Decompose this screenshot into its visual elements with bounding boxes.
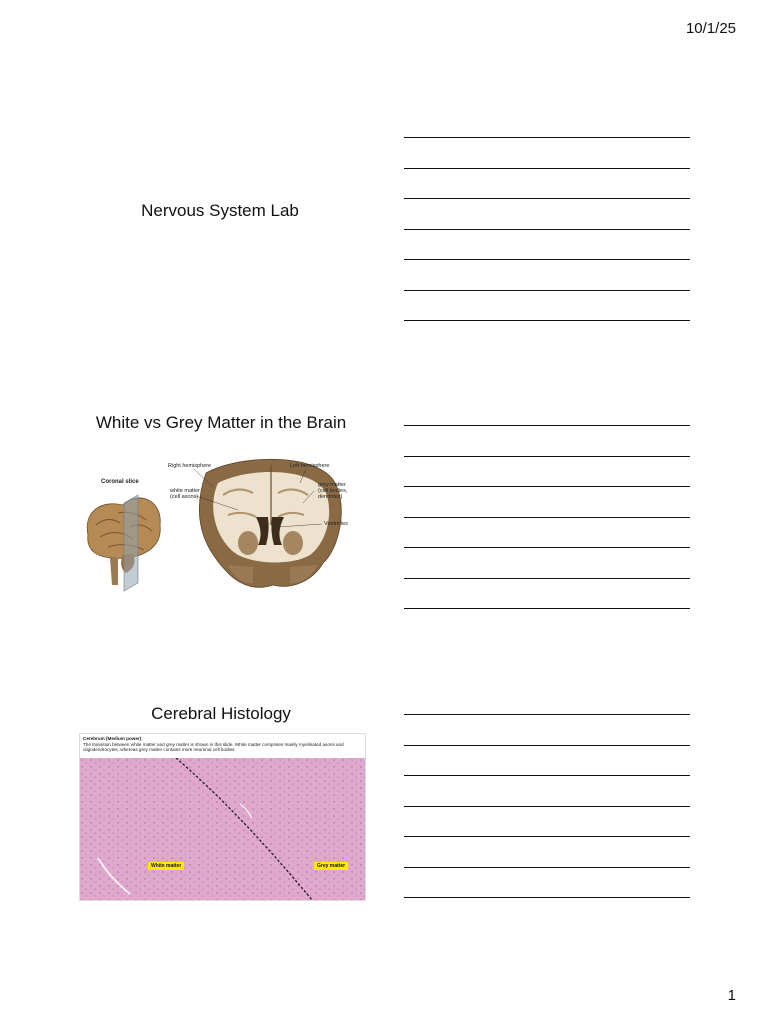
note-line bbox=[404, 547, 690, 548]
brain-illustration bbox=[78, 455, 368, 600]
histology-caption-text: The transition between white matter and grey matter is shown in this slide. White matter comprises mainly myelinated axons and oligodendrocytes, whereas grey matter contains more neuronal cell bodies. bbox=[83, 741, 344, 753]
note-line bbox=[404, 867, 690, 868]
note-line bbox=[404, 259, 690, 260]
note-line bbox=[404, 714, 690, 715]
left-hemisphere-label: Left hemisphere bbox=[290, 463, 330, 469]
white-matter-label-line1: white matter bbox=[170, 488, 200, 494]
page-number: 1 bbox=[727, 987, 736, 1004]
white-matter-label bbox=[170, 488, 200, 500]
note-line bbox=[404, 897, 690, 898]
note-line bbox=[404, 198, 690, 199]
histology-caption bbox=[80, 734, 365, 758]
grey-matter-tag: Grey matter bbox=[314, 862, 348, 870]
page-date: 10/1/25 bbox=[685, 20, 736, 37]
histology-micrograph bbox=[80, 758, 365, 900]
coronal-slice-label: Coronal slice bbox=[101, 479, 139, 485]
note-line bbox=[404, 486, 690, 487]
note-line bbox=[404, 517, 690, 518]
notes-lines-slide-2 bbox=[404, 425, 690, 639]
white-matter-tag: White matter bbox=[148, 862, 184, 870]
note-line bbox=[404, 168, 690, 169]
note-line bbox=[404, 229, 690, 230]
note-line bbox=[404, 608, 690, 609]
note-line bbox=[404, 137, 690, 138]
note-line bbox=[404, 320, 690, 321]
notes-lines-slide-3 bbox=[404, 714, 690, 928]
notes-lines-slide-1 bbox=[404, 137, 690, 351]
grey-matter-label bbox=[318, 482, 347, 500]
note-line bbox=[404, 836, 690, 837]
white-matter-label-line2: (cell axons) bbox=[170, 494, 199, 500]
slide-2-title: White vs Grey Matter in the Brain bbox=[95, 413, 347, 432]
ventricles-label: Ventricles bbox=[324, 521, 348, 527]
right-hemisphere-label: Right hemisphere bbox=[168, 463, 212, 469]
slide-3-title: Cerebral Histology bbox=[151, 704, 291, 723]
histology-caption-title: Cerebrum (Medium power): bbox=[83, 736, 143, 741]
brain-figure bbox=[78, 455, 368, 600]
grey-matter-label-line1: grey matter bbox=[318, 482, 346, 488]
note-line bbox=[404, 578, 690, 579]
note-line bbox=[404, 456, 690, 457]
slide-1-title: Nervous System Lab bbox=[141, 201, 299, 220]
grey-matter-label-line3: dendrites) bbox=[318, 494, 343, 500]
note-line bbox=[404, 425, 690, 426]
note-line bbox=[404, 775, 690, 776]
note-line bbox=[404, 290, 690, 291]
histology-figure bbox=[79, 733, 366, 901]
grey-matter-label-line2: (cell bodies, bbox=[318, 488, 348, 494]
note-line bbox=[404, 806, 690, 807]
note-line bbox=[404, 745, 690, 746]
